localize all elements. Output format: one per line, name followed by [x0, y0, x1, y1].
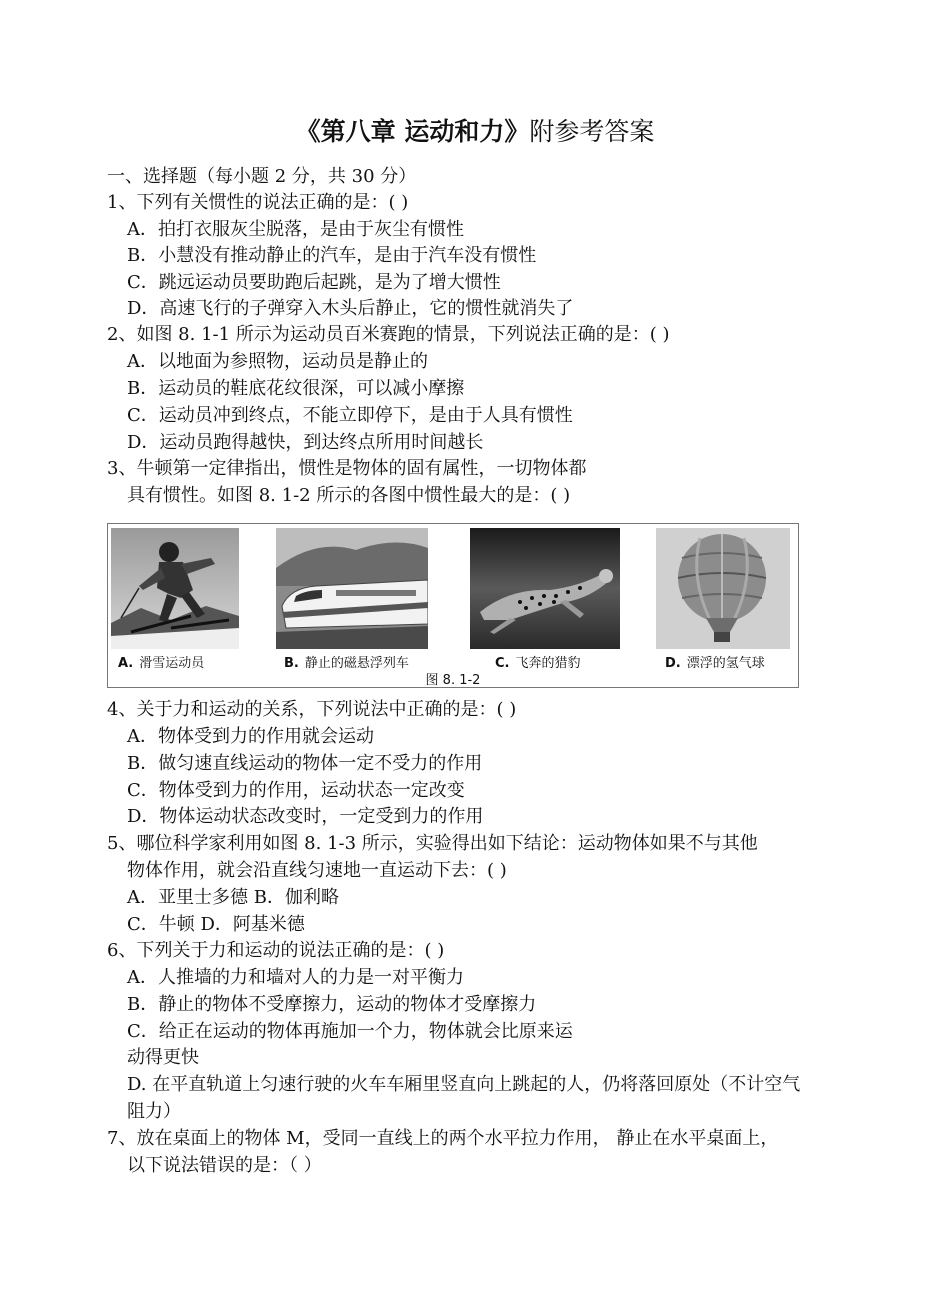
caption-b: B. 静止的磁悬浮列车	[284, 656, 409, 671]
skier-photo	[111, 528, 239, 649]
q6-option-c-line-1: C．给正在运动的物体再施加一个力，物体就会比原来运	[127, 1021, 573, 1042]
q4-option-a: A．物体受到力的作用就会运动	[127, 726, 374, 747]
q2-option-b: B．运动员的鞋底花纹很深，可以减小摩擦	[127, 378, 465, 399]
q1-option-d: D．高速飞行的子弹穿入木头后静止，它的惯性就消失了	[127, 298, 574, 319]
q6-option-d-line-2: 阻力）	[127, 1101, 181, 1122]
q5-options-ab: A．亚里士多德 B．伽利略	[127, 887, 339, 908]
section-heading: 一、选择题（每小题 2 分，共 30 分）	[107, 166, 417, 187]
q1-option-b: B．小慧没有推动静止的汽车，是由于汽车没有惯性	[127, 245, 537, 266]
question-3-line-1: 3、牛顿第一定律指出，惯性是物体的固有属性，一切物体都	[107, 458, 587, 479]
title-suffix: 附参考答案	[529, 117, 655, 146]
q6-option-c-line-2: 动得更快	[127, 1047, 199, 1068]
q2-option-d: D．运动员跑得越快，到达终点所用时间越长	[127, 432, 484, 453]
caption-a: A. 滑雪运动员	[118, 656, 205, 671]
question-7-line-2: 以下说法错误的是：（ ）	[127, 1155, 322, 1176]
q6-option-a: A．人推墙的力和墙对人的力是一对平衡力	[127, 967, 464, 988]
question-3-line-2: 具有惯性。如图 8. 1-2 所示的各图中惯性最大的是：( )	[127, 485, 571, 506]
q4-option-d: D．物体运动状态改变时，一定受到力的作用	[127, 806, 484, 827]
question-5-line-2: 物体作用，就会沿直线匀速地一直运动下去：( )	[127, 860, 507, 881]
q1-option-c: C．跳远运动员要助跑后起跳，是为了增大惯性	[127, 272, 501, 293]
question-6: 6、下列关于力和运动的说法正确的是：( )	[107, 940, 445, 961]
q5-options-cd: C．牛顿 D．阿基米德	[127, 914, 305, 935]
q2-option-c: C．运动员冲到终点，不能立即停下，是由于人具有惯性	[127, 405, 573, 426]
q1-option-a: A．拍打衣服灰尘脱落，是由于灰尘有惯性	[127, 219, 464, 240]
q4-option-b: B．做匀速直线运动的物体一定不受力的作用	[127, 753, 483, 774]
question-5-line-1: 5、哪位科学家利用如图 8. 1-3 所示，实验得出如下结论：运动物体如果不与其他	[107, 833, 758, 854]
question-1: 1、下列有关惯性的说法正确的是：( )	[107, 192, 409, 213]
balloon-photo	[656, 528, 790, 649]
figure-label: 图 8. 1-2	[425, 673, 481, 688]
figure-8-1-2	[107, 523, 799, 688]
q4-option-c: C．物体受到力的作用，运动状态一定改变	[127, 780, 465, 801]
q6-option-d-line-1: D. 在平直轨道上匀速行驶的火车车厢里竖直向上跳起的人，仍将落回原处（不计空气	[127, 1074, 801, 1095]
q2-option-a: A．以地面为参照物，运动员是静止的	[127, 351, 428, 372]
question-2: 2、如图 8. 1-1 所示为运动员百米赛跑的情景，下列说法正确的是：( )	[107, 324, 670, 345]
question-7-line-1: 7、放在桌面上的物体 M，受同一直线上的两个水平拉力作用， 静止在水平桌面上，	[107, 1128, 779, 1149]
maglev-train-photo	[276, 528, 428, 649]
q6-option-b: B．静止的物体不受摩擦力，运动的物体才受摩擦力	[127, 994, 537, 1015]
caption-c: C. 飞奔的猎豹	[495, 656, 581, 671]
page-title	[0, 112, 950, 148]
caption-d: D. 漂浮的氢气球	[665, 656, 765, 671]
cheetah-photo	[470, 528, 620, 649]
question-4: 4、关于力和运动的关系，下列说法中正确的是：( )	[107, 699, 517, 720]
title-main: 《第八章 运动和力》	[295, 117, 530, 146]
